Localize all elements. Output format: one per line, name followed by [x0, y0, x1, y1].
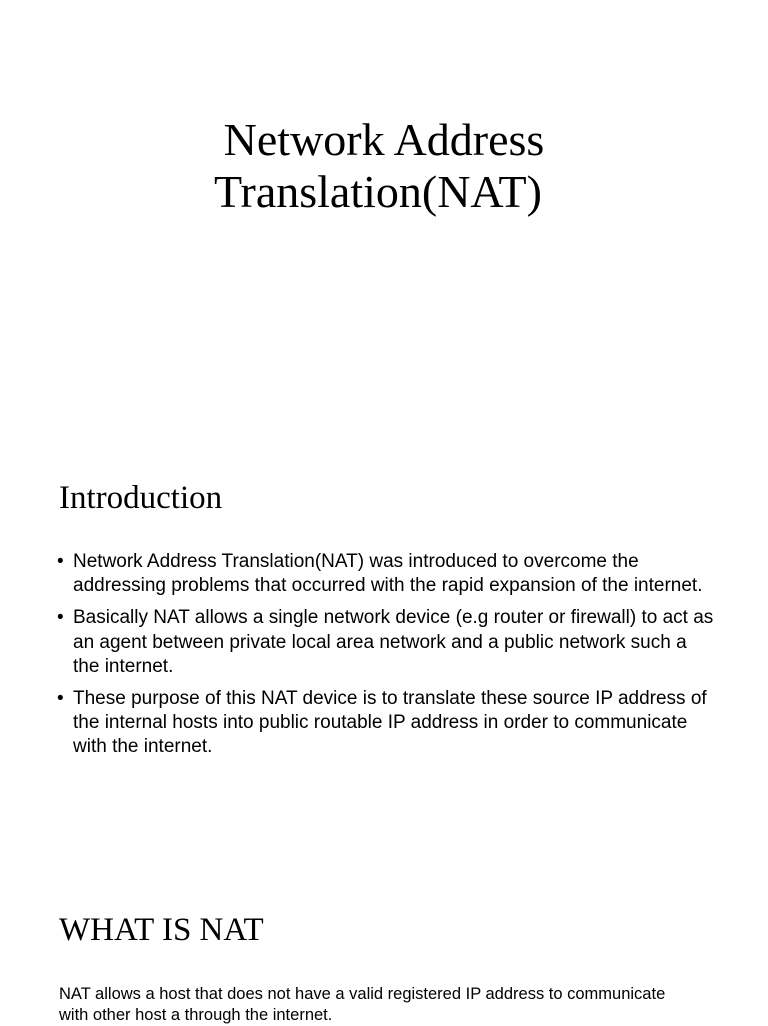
- title-line-2: Translation(NAT): [214, 166, 542, 217]
- what-is-nat-heading: WHAT IS NAT: [59, 912, 264, 948]
- slide-title: [0, 114, 768, 218]
- bullet-item: [57, 550, 717, 598]
- bullet-text: Basically NAT allows a single network device (e.g router or firewall) to act as an agent between private local area network and a public network such a the internet.: [73, 607, 714, 677]
- bullet-marker: •: [57, 551, 64, 572]
- bullet-text: Network Address Translation(NAT) was introduced to overcome the addressing problems that occurred with the rapid expansion of the internet.: [73, 551, 703, 597]
- what-is-nat-slide: [0, 900, 768, 1024]
- introduction-heading: Introduction: [59, 480, 223, 516]
- what-is-nat-text: NAT allows a host that does not have a valid registered IP address to communicate with other host a through the internet.: [59, 985, 666, 1024]
- title-line-1: Network Address: [223, 114, 545, 165]
- bullet-item: [57, 687, 717, 760]
- introduction-slide: [0, 470, 768, 890]
- bullet-item: [57, 606, 717, 679]
- bullet-text: These purpose of this NAT device is to translate these source IP address of the internal hosts into public routable IP address in order to communicate with the internet.: [73, 688, 707, 758]
- bullet-marker: •: [57, 607, 64, 629]
- introduction-bullet-list: [57, 550, 717, 768]
- title-slide: [0, 0, 768, 430]
- bullet-marker: •: [57, 688, 64, 710]
